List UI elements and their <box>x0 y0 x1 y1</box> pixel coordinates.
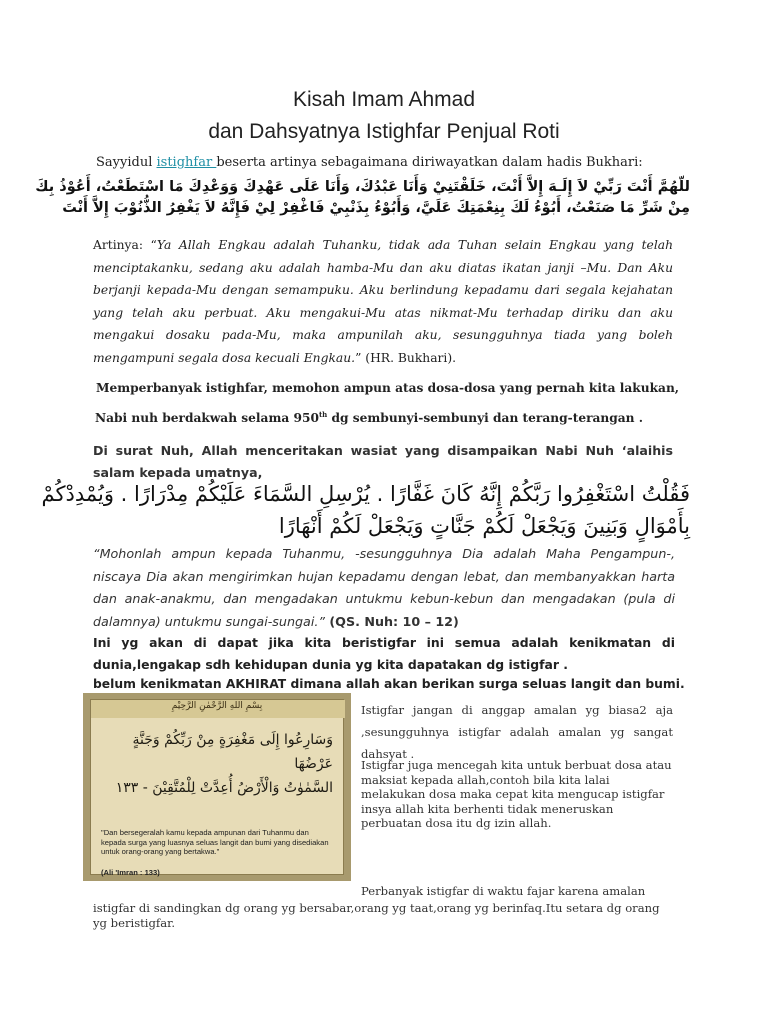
akhirat-paragraph: belum kenikmatan AKHIRAT dimana allah akan berikan surga seluas langit dan bumi. <box>93 677 685 691</box>
verse-card <box>90 699 344 875</box>
arabic-doa-line-1: للّهُمَّ أَنْتَ رَبِّيْ لاَ إِلَـهَ إِلاَّ أَنْتَ، خَلَقْتَنِيْ وَأَنَا عَبْدُكَ، وَأَنَا عَلَى عَهْدِكَ وَوَعْدِكَ مَا اسْتَطَعْتُ، أَعُوْذُ بِكَ <box>35 179 690 195</box>
memperbanyak-paragraph: Memperbanyak istighfar, memohon ampun atas dosa-dosa yang pernah kita lakukan, <box>96 381 680 395</box>
surat-nuh-paragraph: Di surat Nuh, Allah menceritakan wasiat yang disampaikan Nabi Nuh ‘alaihis salam kepada umatnya, <box>93 443 673 480</box>
verse-arabic-line-2: السَّمٰوٰتُ وَالْأَرْضُ أُعِدَّتْ لِلْمُتَّقِيْنَ - ١٣٣ <box>115 780 333 796</box>
intro-paragraph <box>96 154 643 172</box>
nabi-nuh-text-after: dg sembunyi-sembunyi dan terang-terangan . <box>327 411 644 425</box>
ini-paragraph: Ini yg akan di dapat jika kita beristigfar ini semua adalah kenikmatan di dunia,lengakap sdh kehidupan dunia yg kita dapatakan dg istigfar . <box>93 635 675 672</box>
intro-text-after: beserta artinya sebagaimana diriwayatkan dalam hadis Bukhari: <box>216 155 643 170</box>
quran-verse-image <box>83 693 351 881</box>
arabic-verse-line-1: فَقُلْتُ اسْتَغْفِرُوا رَبَّكُمْ إِنَّهُ كَانَ غَفَّارًا . يُرْسِلِ السَّمَاءَ عَلَيْكُمْ مِدْرَارًا . وَيُمْدِدْكُمْ <box>41 482 690 506</box>
istighfar-link[interactable]: istighfar <box>156 155 217 170</box>
verse-translation <box>93 543 675 633</box>
verse-source: (QS. Nuh: 10 – 12) <box>324 613 459 629</box>
page-subtitle: dan Dahsyatnya Istighfar Penjual Roti <box>208 120 560 143</box>
basmala: بِسْمِ اللهِ الرَّحْمٰنِ الرَّحِيْمِ <box>171 701 263 711</box>
verse-arabic-line-1: وَسَارِعُوا إِلَى مَغْفِرَةٍ مِنْ رَبِّكُمْ وَجَنَّةٍ عَرْضُهَا <box>132 732 333 772</box>
arabic-doa-line-2: مِنْ شَرِّ مَا صَنَعْتُ، أَبُوْءُ لَكَ بِنِعْمَتِكَ عَلَيَّ، وَأَبُوْءُ بِذَنْبِيْ فَاغْفِرْ لِيْ فَإِنَّهُ لاَ يَغْفِرُ الذُّنُوْبَ إِلاَّ أَنْتَ <box>62 200 690 216</box>
superscript-th: th <box>318 409 328 419</box>
artinya-text: Ya Allah Engkau adalah Tuhanku, tidak ada Tuhan selain Engkau yang telah menciptakanku, sedang aku adalah hamba-Mu dan aku diatas ikatan janji –Mu. Dan Aku berjanji kepada-Mu dengan semampuku. Aku berlindung kepadamu dari segala kejahatan yang telah aku perbuat. Aku mengakui-Mu atas nikmat-Mu terhadap diriku dan aku mengakui dosaku pada-Mu, maka ampunilah aku, sesungguhnya tiada yang boleh mengampuni segala dosa kecuali Engkau. <box>93 238 673 365</box>
verse-source-caption: (Ali 'Imran : 133) <box>101 868 160 877</box>
artinya-closing: ” (HR. Bukhari). <box>355 350 457 365</box>
verse-arabic <box>103 728 333 800</box>
doa-translation <box>93 234 673 369</box>
verse-translation-caption: "Dan bersegeralah kamu kepada ampunan dari Tuhanmu dan kepada surga yang luasnya seluas langit dan bumi yang disediakan untuk orang-orang yang bertakwa." <box>101 828 329 857</box>
nabi-nuh-paragraph <box>95 409 643 427</box>
arabic-verse-line-2: بِأَمْوَالٍ وَبَنِينَ وَيَجْعَلْ لَكُمْ جَنَّاتٍ وَيَجْعَلْ لَكُمْ أَنْهَارًا <box>278 514 690 538</box>
perbanyak-line-1: Perbanyak istigfar di waktu fajar karena amalan <box>361 884 646 898</box>
nabi-nuh-text: Nabi nuh berdakwah selama 950 <box>95 411 319 425</box>
artinya-label: Artinya: “ <box>93 238 157 252</box>
page-title: Kisah Imam Ahmad <box>292 88 476 111</box>
perbanyak-rest: istigfar di sandingkan dg orang yg bersabar,orang yg taat,orang yg berinfaq.Itu setara dg orang yg beristigfar. <box>93 901 660 930</box>
side-paragraph-2: Istigfar juga mencegah kita untuk berbuat dosa atau maksiat kepada allah,contoh bila kita lalai melakukan dosa maka cepat kita mengucap istigfar insya allah kita berhenti tidak meneruskan perbuatan dosa itu dg izin allah. <box>361 758 672 830</box>
side-paragraph-1: Istigfar jangan di anggap amalan yg biasa2 aja ,sesungguhnya istigfar adalah amalan yg sangat dahsyat . <box>361 703 673 761</box>
intro-text-before: Sayyidul <box>96 155 157 170</box>
verse-translation-text: “Mohonlah ampun kepada Tuhanmu, -sesungguhnya Dia adalah Maha Pengampun-, niscaya Dia akan mengirimkan hujan kepadamu dengan lebat, dan membanyakkan harta dan anak-anakmu, dan mengadakan untukmu kebun-kebun dan mengadakan (pula di dalamnya) untukmu sungai-sungai.” <box>93 546 675 629</box>
